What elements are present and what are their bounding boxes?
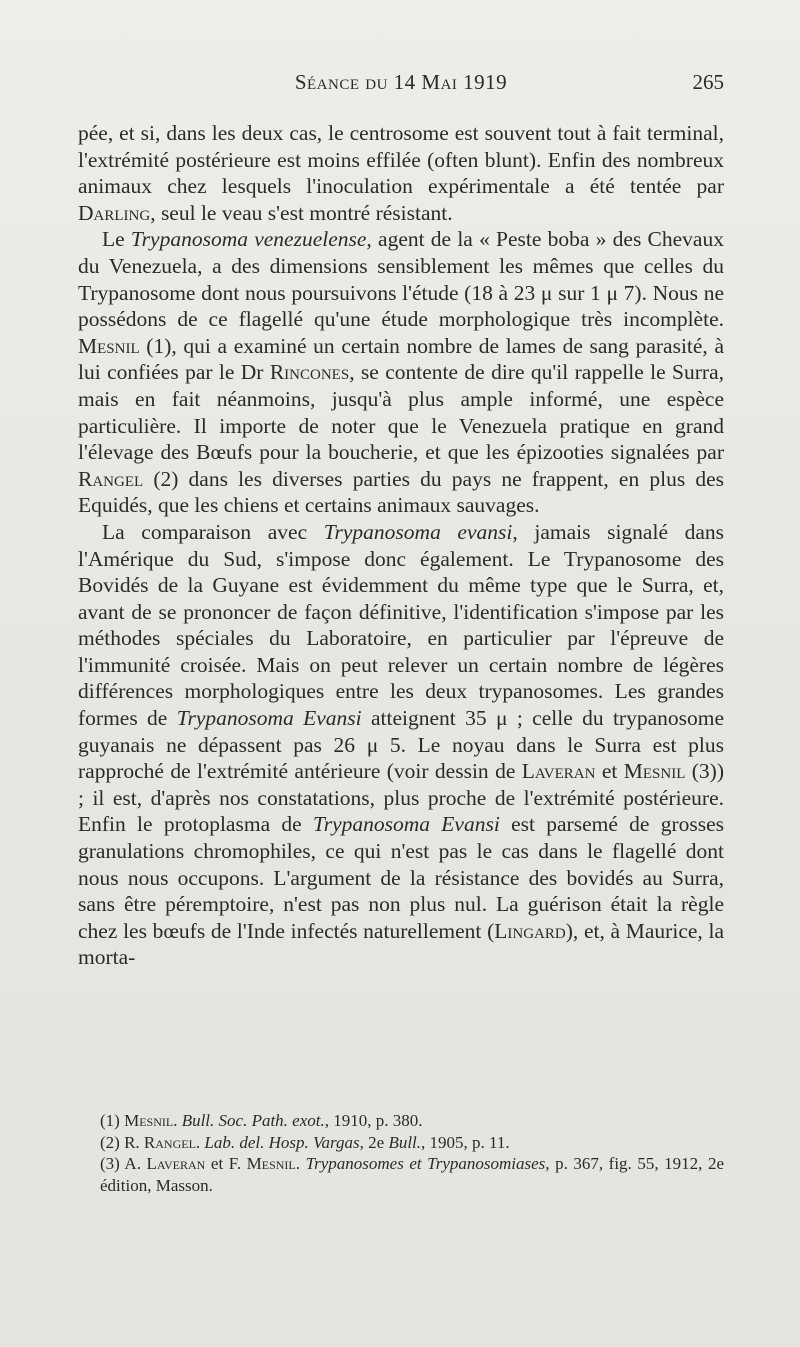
text-run: et <box>595 759 624 784</box>
italic-text: Trypanosoma Evansi <box>312 812 500 837</box>
text-run: est parsemé de grosses granulations chromophiles, ce qui n'est pas le cas dans le flagellé dont nous nous occupons. L'argument de la résistance des bovidés au Surra, sans être péremptoire, n'est pas non plus nul. La guérison était la règle chez les bœufs de l'Inde infectés naturellement ( <box>78 812 725 943</box>
text-run: (3)) ; il est, d'après nos constatations, plus proche de l'extrémité postérieure. Enfin le protoplasma de <box>78 759 724 837</box>
paragraph <box>78 226 724 519</box>
paragraph <box>78 120 724 226</box>
italic-text: Trypanosoma Evansi <box>176 706 362 731</box>
text-run: , p. 367, fig. 55, 1912, 2e édition, Masson. <box>100 1154 725 1195</box>
italic-text: Trypanosomes et Trypanosomiases <box>305 1154 546 1173</box>
text-run: . <box>195 1132 205 1152</box>
text-run: (1) <box>100 1111 125 1130</box>
footnotes <box>100 1110 724 1196</box>
italic-text: Lab. del. Hosp. Vargas <box>204 1132 360 1152</box>
small-caps-name: Mesnil <box>246 1154 296 1173</box>
body-text <box>78 120 724 971</box>
text-run: ), et, à Maurice, la morta- <box>78 918 724 970</box>
running-title: Séance du 14 Mai 1919 <box>294 70 508 94</box>
text-run: , jamais signalé dans l'Amérique du Sud, s'impose donc également. Le Trypanosome des Bovidés de la Guyane est évidemment du même type que le Surra, et, avant de se prononcer de façon définitive, l'identification s'impose par les méthodes spéciales du Laboratoire, en particulier par l'épreuve de l'immunité croisée. Mais on peut relever un certain nombre de légères différences morphologiques entre les deux trypanosomes. Les grandes formes de <box>78 519 725 731</box>
paragraph <box>78 519 724 971</box>
footnote <box>100 1110 724 1132</box>
text-run: . <box>295 1154 306 1173</box>
page-header <box>78 68 724 104</box>
text-run: , agent de la « Peste boba » des Chevaux du Venezuela, a des dimensions sensiblement les mêmes que celles du Trypanosome dont nous poursuivons l'étude (18 à 23 μ sur 1 μ 7). Nous ne possédons de ce flagellé qu'une étude morphologique très incomplète. <box>78 227 724 332</box>
small-caps-name: Lingard <box>494 918 566 943</box>
small-caps-name: Mesnil <box>78 333 140 358</box>
text-run: La comparaison avec <box>102 519 324 544</box>
text-run: Le <box>102 227 131 252</box>
italic-text: Trypanosoma venezuelense <box>130 227 367 252</box>
small-caps-name: Laveran <box>521 759 596 784</box>
text-run: pée, et si, dans les deux cas, le centrosome est souvent tout à fait terminal, l'extrémité postérieure est moins effilée (often blunt). Enfin des nombreux animaux chez lesquels l'inoculation expérimentale a été tentée par <box>78 121 724 199</box>
text-run: , 1905, p. 11. <box>421 1132 510 1152</box>
text-run: , seul le veau s'est montré résistant. <box>150 200 453 225</box>
text-run: , 2e <box>359 1132 389 1152</box>
text-run: , se contente de dire qu'il rappelle le Surra, mais en fait néanmoins, jusqu'à plus ample informé, une espèce particulière. Il importe de noter que le Venezuela pratique en grand l'élevage des Bœufs pour la boucherie, et que les épizooties signalées par <box>78 360 725 465</box>
small-caps-name: Mesnil <box>124 1111 174 1130</box>
text-run: et F. <box>205 1154 247 1173</box>
small-caps-name: Laveran <box>146 1154 206 1173</box>
page-number: 265 <box>692 70 724 94</box>
text-run: (2) dans les diverses parties du pays ne frappent, en plus des Equidés, que les chiens et certains animaux sauvages. <box>78 466 724 518</box>
text-run: atteignent 35 μ ; celle du trypanosome guyanais ne dépassent pas 26 μ 5. Le noyau dans le Surra est plus rapproché de l'extrémité antérieure (voir dessin de <box>78 706 725 784</box>
italic-text: Bull. Soc. Path. exot. <box>181 1111 325 1130</box>
small-caps-name: Mesnil <box>623 759 686 784</box>
small-caps-name: Rangel <box>78 466 144 491</box>
italic-text: Trypanosoma evansi <box>323 519 513 544</box>
small-caps-name: Darling <box>78 200 151 225</box>
small-caps-name: Rincones <box>269 360 350 385</box>
text-run: (2) R. <box>100 1132 144 1152</box>
footnote <box>100 1132 724 1154</box>
text-run: . <box>173 1111 182 1130</box>
small-caps-name: Rangel <box>143 1132 196 1152</box>
text-run: (1), qui a examiné un certain nombre de lames de sang parasité, à lui confiées par le Dr <box>78 333 724 385</box>
text-run: (3) A. <box>100 1154 147 1173</box>
footnote <box>100 1153 724 1196</box>
text-run: , 1910, p. 380. <box>324 1111 423 1130</box>
italic-text: Bull. <box>388 1132 422 1152</box>
